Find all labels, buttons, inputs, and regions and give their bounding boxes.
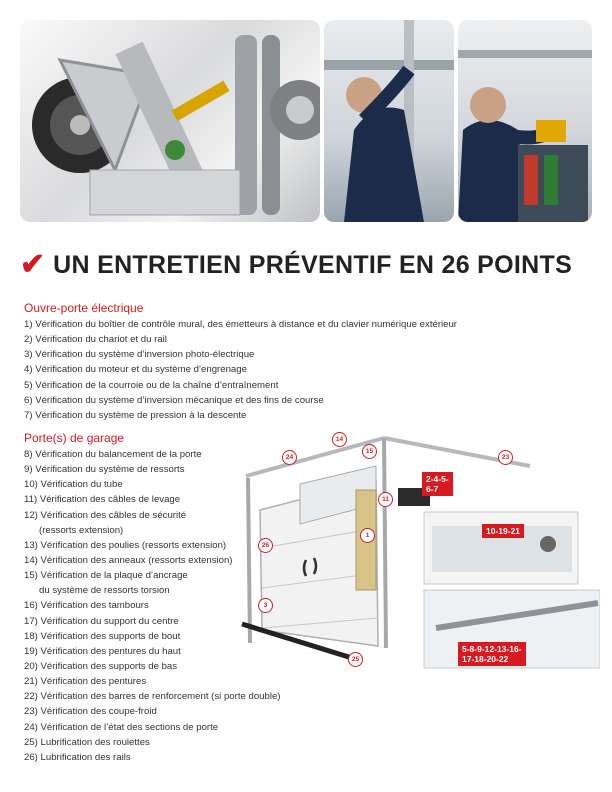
garage-parts-illustration: [20, 20, 320, 222]
door-item: 15) Vérification de la plaque d’ancrage: [24, 570, 188, 582]
door-item: 11) Vérification des câbles de levage: [24, 494, 181, 506]
opener-item: 3) Vérification du système d’inversion photo-électrique: [24, 349, 255, 361]
door-item: 21) Vérification des pentures: [24, 676, 147, 688]
door-item: 23) Vérification des coupe-froid: [24, 706, 157, 718]
opener-item: 7) Vérification du système de pression à la descente: [24, 409, 247, 421]
door-item: 14) Vérification des anneaux (ressorts extension): [24, 554, 233, 566]
opener-item: 5) Vérification de la courroie ou de la chaîne d’entraînement: [24, 379, 279, 391]
title-row: [20, 248, 592, 282]
door-item: 25) Lubrification des roulettes: [24, 736, 150, 748]
door-item: 26) Lubrification des rails: [24, 751, 131, 763]
checkmark-icon: ✔: [20, 248, 46, 281]
door-item: 18) Vérification des supports de bout: [24, 630, 181, 642]
door-item: 20) Vérification des supports de bas: [24, 660, 178, 672]
diagram-badge-3: 3: [258, 598, 273, 613]
door-item: 17) Vérification du support du centre: [24, 615, 179, 627]
diagram-badge-24: 24: [282, 450, 297, 465]
callout-spring-points: 5-8-9-12-13-16- 17-18-20-22: [458, 642, 526, 666]
door-item: 16) Vérification des tambours: [24, 600, 149, 612]
diagram-badge-26: 26: [258, 538, 273, 553]
door-item: 19) Vérification des pentures du haut: [24, 645, 181, 657]
technician-photo-2: [458, 20, 592, 222]
callout-opener-points: 2-4-5- 6-7: [422, 472, 453, 496]
opener-item: 6) Vérification du système d’inversion mécanique et des fins de course: [24, 394, 324, 406]
door-item: 9) Vérification du système de ressorts: [24, 464, 185, 476]
door-item: 10) Vérification du tube: [24, 479, 123, 491]
diagram-badge-14: 14: [332, 432, 347, 447]
door-item: 12) Vérification des câbles de sécurité: [24, 509, 187, 521]
diagram-badge-25: 25: [348, 652, 363, 667]
callout-bracket-points: 10-19-21: [482, 524, 524, 538]
door-item: (ressorts extension): [39, 524, 124, 536]
opener-checklist: [24, 317, 457, 423]
door-item: 8) Vérification du balancement de la porte: [24, 449, 202, 460]
door-item: 24) Vérification de l’état des sections de porte: [24, 721, 219, 733]
technician-illustration-2: [458, 20, 592, 222]
door-item: du système de ressorts torsion: [39, 585, 170, 597]
diagram-badge-15: 15: [362, 444, 377, 459]
garage-door-diagram: [236, 428, 600, 672]
diagram-badge-11: 11: [378, 492, 393, 507]
opener-section-heading: Ouvre-porte électrique: [24, 301, 144, 315]
diagram-badge-23: 23: [498, 450, 513, 465]
page-title: UN ENTRETIEN PRÉVENTIF EN 26 POINTS: [53, 250, 573, 279]
door-section-heading: Porte(s) de garage: [24, 431, 125, 445]
opener-item: 2) Vérification du chariot et du rail: [24, 334, 167, 346]
opener-item: 1) Vérification du boîtier de contrôle mural, des émetteurs à distance et du clavier numérique extérieur: [24, 319, 458, 330]
technician-illustration-1: [324, 20, 454, 222]
technician-photo-1: [324, 20, 454, 222]
garage-parts-photo: [20, 20, 320, 222]
door-item: 13) Vérification des poulies (ressorts extension): [24, 539, 227, 551]
opener-item: 4) Vérification du moteur et du système d’engrenage: [24, 364, 247, 376]
door-item: 22) Vérification des barres de renforcement (si porte double): [24, 691, 281, 703]
diagram-badge-1: 1: [360, 528, 375, 543]
